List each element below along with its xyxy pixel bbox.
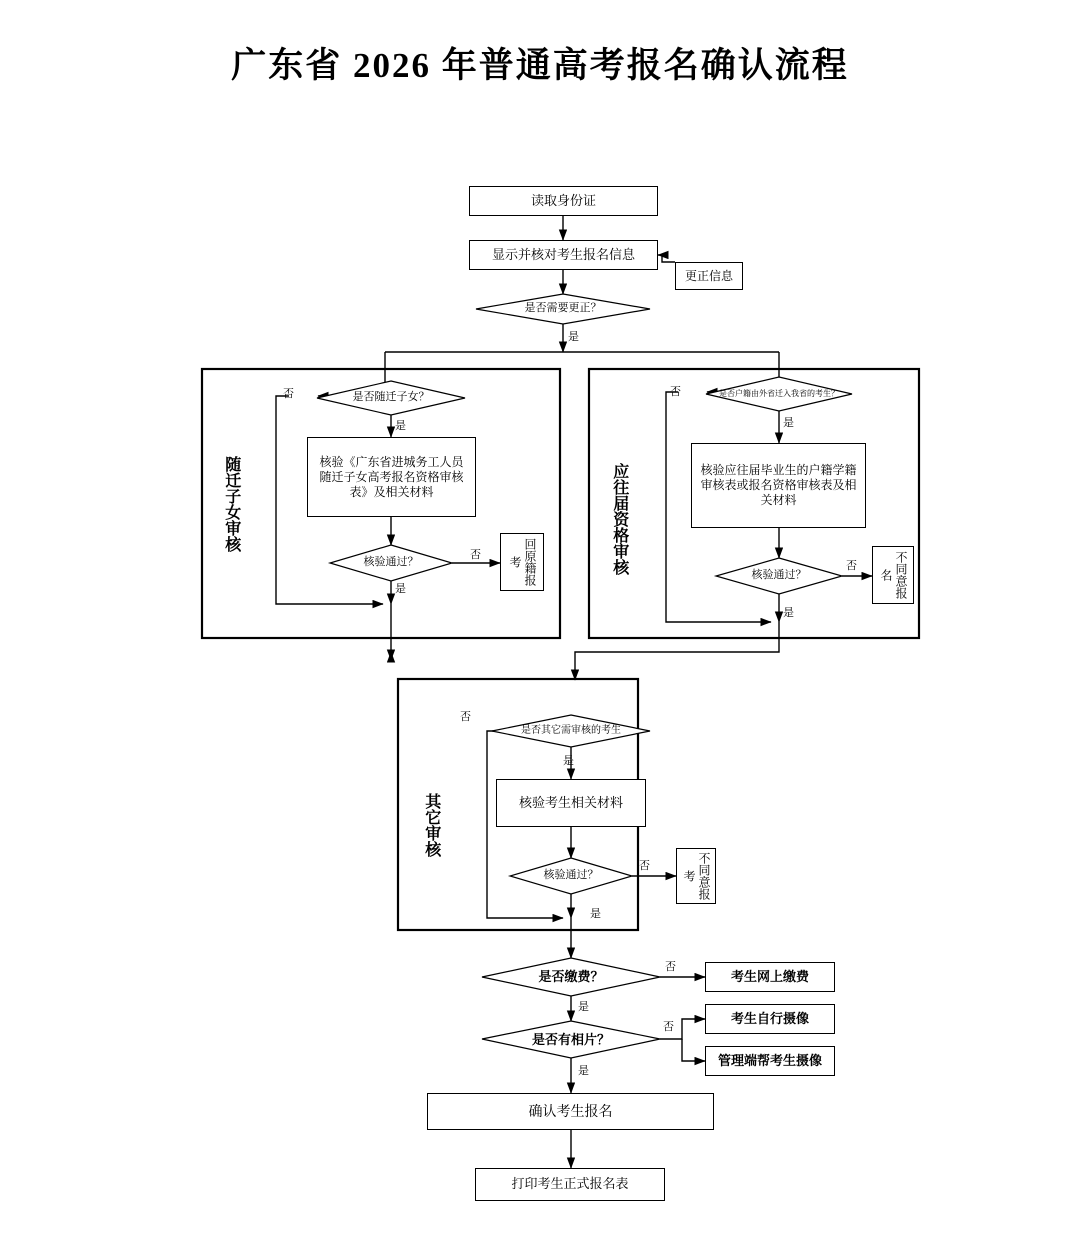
decision-is-transfer-student[interactable]	[706, 377, 852, 411]
decision-need-pay[interactable]	[482, 958, 660, 996]
decision-other-pass-label: 核验通过？	[543, 869, 599, 882]
node-correct-info-label: 更正信息	[684, 268, 733, 283]
decision-need-correct-label: 是否需要更正？	[524, 302, 602, 315]
edge-label-student-pass-yes: 是	[783, 607, 794, 619]
node-correct-info[interactable]	[675, 262, 743, 290]
node-read-id[interactable]	[469, 186, 658, 216]
group-label-qita	[412, 770, 450, 880]
node-confirm-registration-label: 确认考生报名	[528, 1102, 613, 1119]
decision-need-pay-label: 是否缴费？	[538, 969, 604, 985]
node-back-home[interactable]	[500, 533, 544, 591]
node-online-pay-label: 考生网上缴费	[730, 968, 809, 984]
decision-is-transfer-student-label: 是否户籍由外省迁入我省的考生？	[719, 389, 839, 399]
node-self-photo[interactable]	[705, 1004, 835, 1034]
edge-label-photo-yes: 是	[578, 1065, 589, 1077]
group-label-yingwangjie	[600, 424, 638, 614]
node-online-pay[interactable]	[705, 962, 835, 992]
decision-student-pass-label: 核验通过？	[751, 569, 807, 582]
edge-label-migrant-yes: 是	[395, 420, 406, 432]
edge-label-photo-no: 否	[663, 1021, 674, 1033]
node-reject-2-label: 不同意报考	[682, 852, 711, 900]
group-label-suiqian-text: 随迁子女审核	[222, 456, 240, 552]
node-read-id-label: 读取身份证	[530, 192, 596, 208]
edge-label-migrant-pass-yes: 是	[395, 583, 406, 595]
decision-migrant-pass-label: 核验通过？	[363, 556, 419, 569]
node-admin-photo-label: 管理端帮考生摄像	[717, 1052, 822, 1068]
node-verify-student-doc-label: 核验应往届毕业生的户籍学籍审核表或报名资格审核表及相关材料	[700, 463, 857, 507]
decision-migrant-pass[interactable]	[330, 545, 452, 581]
node-show-info-label: 显示并核对考生报名信息	[491, 246, 635, 262]
node-show-info[interactable]	[469, 240, 658, 270]
decision-is-migrant-child[interactable]	[317, 381, 465, 415]
edge-label-pay-no: 否	[665, 961, 676, 973]
edge-label-need-correct-yes: 是	[568, 331, 579, 343]
decision-student-pass[interactable]	[716, 558, 842, 594]
node-back-home-label: 回原籍报考	[508, 538, 537, 586]
edge-label-other-yes: 是	[563, 755, 574, 767]
decision-need-correct[interactable]	[476, 294, 650, 324]
node-verify-other-doc[interactable]	[496, 779, 646, 827]
node-reject-1-label: 不同意报名	[879, 551, 908, 599]
node-admin-photo[interactable]	[705, 1046, 835, 1076]
decision-is-other-check-label: 是否其它需审核的考生	[521, 725, 621, 736]
node-verify-student-doc[interactable]	[691, 443, 866, 528]
node-reject-2[interactable]	[676, 848, 716, 904]
edge-label-migrant-pass-no: 否	[470, 549, 481, 561]
node-print-form-label: 打印考生正式报名表	[511, 1176, 629, 1192]
group-label-suiqian	[212, 424, 250, 584]
edge-label-other-no: 否	[460, 711, 471, 723]
decision-is-other-check[interactable]	[492, 715, 650, 747]
page-title: 广东省 2026 年普通高考报名确认流程	[231, 46, 849, 85]
edge-label-other-pass-yes: 是	[590, 908, 601, 920]
edge-label-pay-yes: 是	[578, 1001, 589, 1013]
group-label-yingwangjie-text: 应往届资格审核	[610, 463, 628, 575]
edge-label-other-pass-no: 否	[639, 860, 650, 872]
edge-label-transfer-no: 否	[670, 386, 681, 398]
node-reject-1[interactable]	[872, 546, 914, 604]
node-verify-migrant-doc-label: 核验《广东省进城务工人员随迁子女高考报名资格审核表》及相关材料	[319, 454, 464, 499]
node-confirm-registration[interactable]	[427, 1093, 714, 1130]
edge-label-migrant-no: 否	[283, 388, 294, 400]
decision-is-migrant-child-label: 是否随迁子女？	[352, 391, 430, 404]
decision-other-pass[interactable]	[510, 858, 632, 894]
decision-has-photo[interactable]	[482, 1021, 660, 1058]
node-self-photo-label: 考生自行摄像	[730, 1010, 809, 1026]
node-verify-other-doc-label: 核验考生相关材料	[518, 794, 623, 810]
group-label-qita-text: 其它审核	[422, 793, 440, 857]
edge-label-transfer-yes: 是	[783, 417, 794, 429]
decision-has-photo-label: 是否有相片？	[531, 1031, 610, 1047]
node-print-form[interactable]	[475, 1168, 665, 1201]
node-verify-migrant-doc[interactable]	[307, 437, 476, 517]
edge-label-student-pass-no: 否	[846, 560, 857, 572]
